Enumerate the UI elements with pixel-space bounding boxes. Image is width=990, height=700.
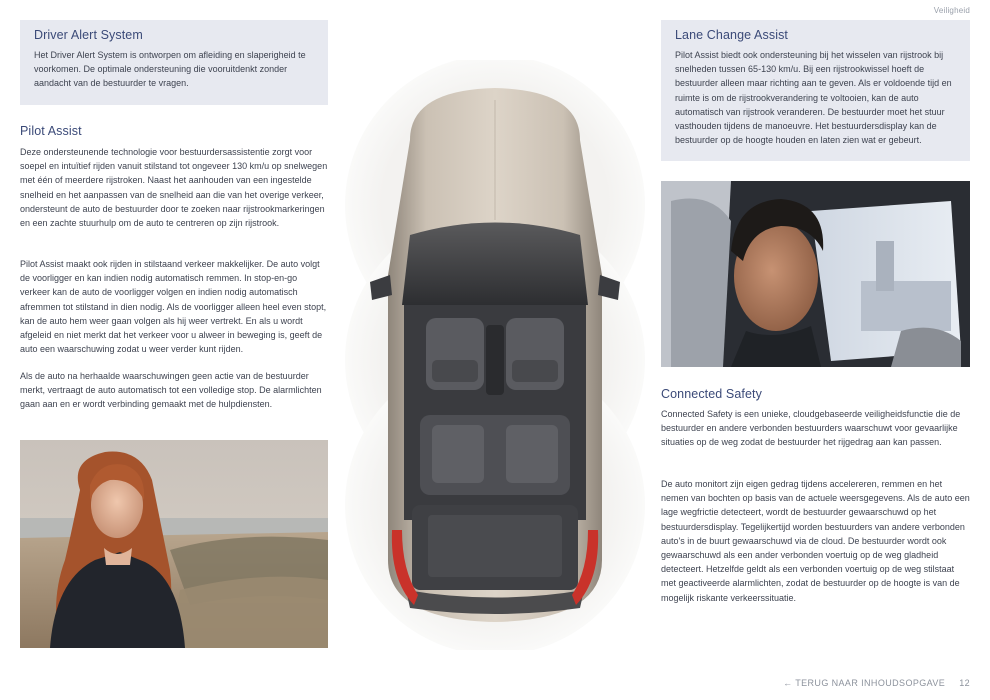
connected-safety-title: Connected Safety: [661, 387, 762, 401]
lane-change-title: Lane Change Assist: [675, 28, 788, 42]
man-driving-photo: [661, 181, 970, 367]
driver-alert-box: [20, 20, 328, 105]
pilot-assist-paragraph-2: Pilot Assist maakt ook rijden in stilstaand verkeer makkelijker. De auto volgt de voorligger en kan indien nodig automatisch remmen. In stop-en-go verkeer kan de auto de voorligger volgen en indien nodig automatisch afremmen tot stilstand in dien nodig. Als de voorligger alleen heel even stopt, kan de auto hem weer gaan volgen als hij weer vertrekt. En als u wordt afgeleid en niet merkt dat het verkeer voor u alweer in beweging is, geeft de auto een waarschuwing zodat u weer verder kunt rijden.: [20, 259, 327, 355]
lane-change-box: [661, 20, 970, 161]
lane-change-text: Pilot Assist biedt ook ondersteuning bij het wisselen van rijstrook bij snelheden tussen 65-130 km/u. Bij een rijstrookwissel hoeft de bestuurder alleen maar richting aan te geven. Als er voldoende tijd en ruimte is om de rijstrookverandering te voltooien, kan de auto automatisch van rijstrook veranderen. De bestuurder moet het stuur vasthouden tijdens de manoeuvre. Het bestuurdersdisplay kan de bestuurder op de hoogte houden en laten zien wat er gebeurt.: [675, 50, 952, 146]
connected-safety-paragraph-2: De auto monitort zijn eigen gedrag tijdens accelereren, remmen en het nemen van bochten op basis van de actuele weersgegevens. Als de auto een lage wegfrictie detecteert, wordt de bestuurder gewaarschuwd op het bestuurdersdisplay. Tegelijkertijd worden bestuurders van andere verbonden auto's in de buurt gewaarschuwd via de cloud. De bestuurder wordt ook gewaarschuwd als een ander verbonden voertuig op de weg gladheid detecteert. Hetzelfde geldt als een verbonden voertuig op de weg stilstaat met geactiveerde alarmlichten, zodat de bestuurder op de hoogte is van de mogelijk riskante verkeerssituatie.: [661, 479, 970, 603]
car-illustration: [340, 60, 655, 650]
pilot-assist-paragraph-1: Deze ondersteunende technologie voor bestuurdersassistentie zorgt voor soepel en intuïtief rijden vanuit stilstand tot ongeveer 130 km/u op snelwegen met één of meerdere rijstroken. Naast het aanhouden van een ingestelde snelheid en het aanpassen van de snelheid aan die van het overige verkeer, ondersteunt de auto de bestuurder door te zoeken naar rijstrookmarkeringen en een zachte stuurhulp om de auto te centreren op zijn rijstrook.: [20, 147, 328, 229]
page-number: 12: [959, 678, 970, 688]
footer-nav: [783, 678, 970, 688]
pilot-assist-paragraph-3: Als de auto na herhaalde waarschuwingen geen actie van de bestuurder merkt, vertraagt de auto automatisch tot een volledige stop. De alarmlichten gaan aan en er wordt verbinding gemaakt met de hulpdiensten.: [20, 371, 322, 410]
woman-beach-image: [20, 440, 328, 648]
back-to-contents-link[interactable]: ← TERUG NAAR INHOUDSOPGAVE: [783, 678, 946, 688]
pilot-assist-title: Pilot Assist: [20, 124, 82, 138]
driver-alert-text: Het Driver Alert System is ontworpen om afleiding en slaperigheid te voorkomen. De optimale ondersteuning die vooruitdenkt zonder aandacht van de bestuurder te vragen.: [34, 50, 306, 89]
car-top-view: [340, 60, 655, 650]
section-label: Veiligheid: [933, 6, 970, 15]
driver-alert-title: Driver Alert System: [34, 28, 143, 42]
connected-safety-paragraph-1: Connected Safety is een unieke, cloudgebaseerde veiligheidsfunctie die de bestuurder en andere verbonden bestuurders waarschuwt voor gevaarlijke situaties op de weg zodat de bestuurder het rijgedrag aan kan passen.: [661, 409, 961, 448]
woman-beach-photo: [20, 440, 328, 648]
man-driving-image: [661, 181, 970, 367]
